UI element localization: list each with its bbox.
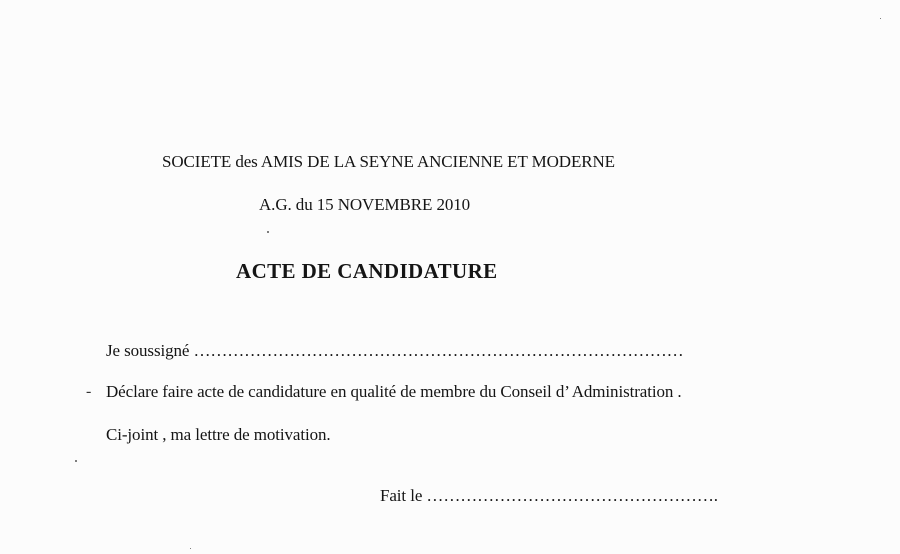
bullet-dash: - [86,383,92,400]
attachment-note: Ci-joint , ma lettre de motivation. [106,425,331,444]
undersigned-line: Je soussigné …………………………………………………………………………… [106,341,684,360]
scan-speck [75,460,77,462]
signed-at-line: Fait le ……………………………………………. [380,486,718,505]
meeting-date: A.G. du 15 NOVEMBRE 2010 [259,195,471,214]
organization-name: SOCIETE des AMIS DE LA SEYNE ANCIENNE ET MODERNE [162,152,615,171]
declaration-text: Déclare faire acte de candidature en qualité de membre du Conseil d’ Administration . [106,382,682,401]
scan-speck [267,231,269,233]
scan-speck [880,18,881,19]
scan-speck [190,548,191,549]
document-title: ACTE DE CANDIDATURE [236,259,498,283]
